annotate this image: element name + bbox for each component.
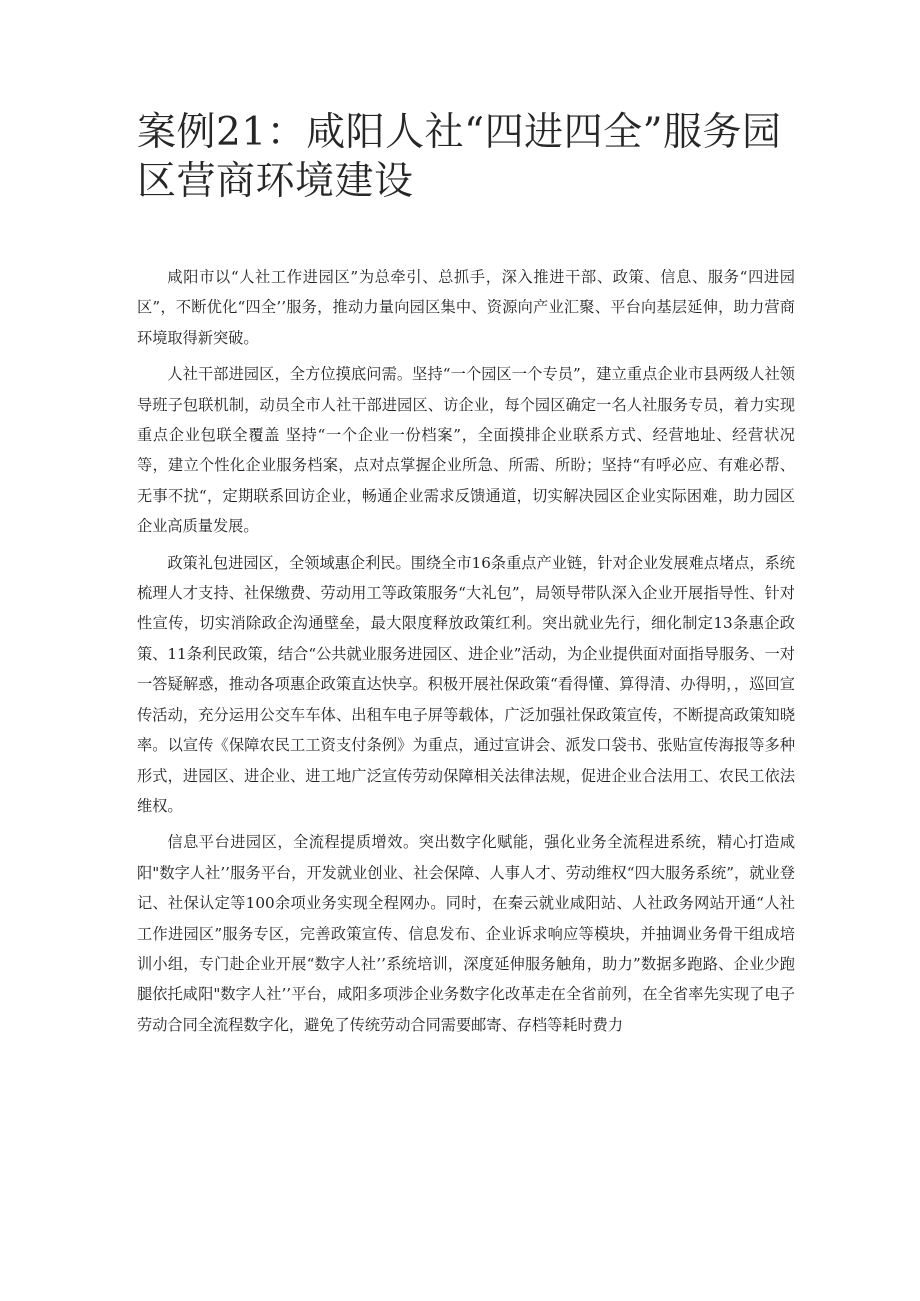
paragraph-policy: 政策礼包进园区，全领域惠企利民。围绕全市16条重点产业链，针对企业发展难点堵点，系统梳理人才支持、社保缴费、劳动用工等政策服务“大礼包”，局领导带队深入企业开展指导性、针对性宣传，切实消除政企沟通壁垒，最大限度释放政策红利。突出就业先行，细化制定13条惠企政策、11条利民政策，结合“公共就业服务进园区、进企业”活动，为企业提供面对面指导服务、一对一答疑解惑，推动各项惠企政策直达快享。积极开展社保政策“看得懂、算得清、办得明，，巡回宣传活动，充分运用公交车车体、出租车电子屏等载体，广泛加强社保政策宣传，不断提高政策知晓率。以宣传《保障农民工工资支付条例》为重点，通过宣讲会、派发口袋书、张贴宣传海报等多种形式，进园区、进企业、进工地广泛宣传劳动保障相关法律法规，促进企业合法用工、农民工依法维权。 (137, 553, 795, 815)
paragraph-cadres: 人社干部进园区，全方位摸底问需。坚持“一个园区一个专员”，建立重点企业市县两级人社领导班子包联机制，动员全市人社干部进园区、访企业，每个园区确定一名人社服务专员，着力实现重点企业包联全覆盖 坚持“一个企业一份档案”，全面摸排企业联系方式、经营地址、经营状况等，建立个性化企业服务档案，点对点掌握企业所急、所需、所盼；坚持“有呼必应、有难必帮、无事不扰“，定期联系回访企业，畅通企业需求反馈通道，切实解决园区企业实际困难，助力园区企业高质量发展。 (137, 365, 795, 536)
document-body (137, 262, 795, 1046)
document-title: 案例21：咸阳人社“四进四全”服务园区营商环境建设 (137, 110, 782, 204)
paragraph-information: 信息平台进园区，全流程提质增效。突出数字化赋能，强化业务全流程进系统，精心打造咸阳"数字人社’’服务平台，开发就业创业、社会保障、人事人才、劳动维权“四大服务系统”，就业登记、社保认定等100余项业务实现全程网办。同时，在秦云就业咸阳站、人社政务网站开通“人社工作进园区”服务专区，完善政策宣传、信息发布、企业诉求响应等模块，并抽调业务骨干组成培训小组，专门赴企业开展“数字人社’’系统培训，深度延伸服务触角，助力”数据多跑路、企业少跑腿依托咸阳"数字人社’’平台，咸阳多项涉企业务数字化改革走在全省前列，在全省率先实现了电子劳动合同全流程数字化，避免了传统劳动合同需要邮寄、存档等耗时费力 (137, 833, 795, 1034)
paragraph-intro: 咸阳市以“人社工作进园区”为总牵引、总抓手，深入推进干部、政策、信息、服务“四进园区”，不断优化“四全’’服务，推动力量向园区集中、资源向产业汇聚、平台向基层延伸，助力营商环境取得新突破。 (137, 268, 795, 347)
